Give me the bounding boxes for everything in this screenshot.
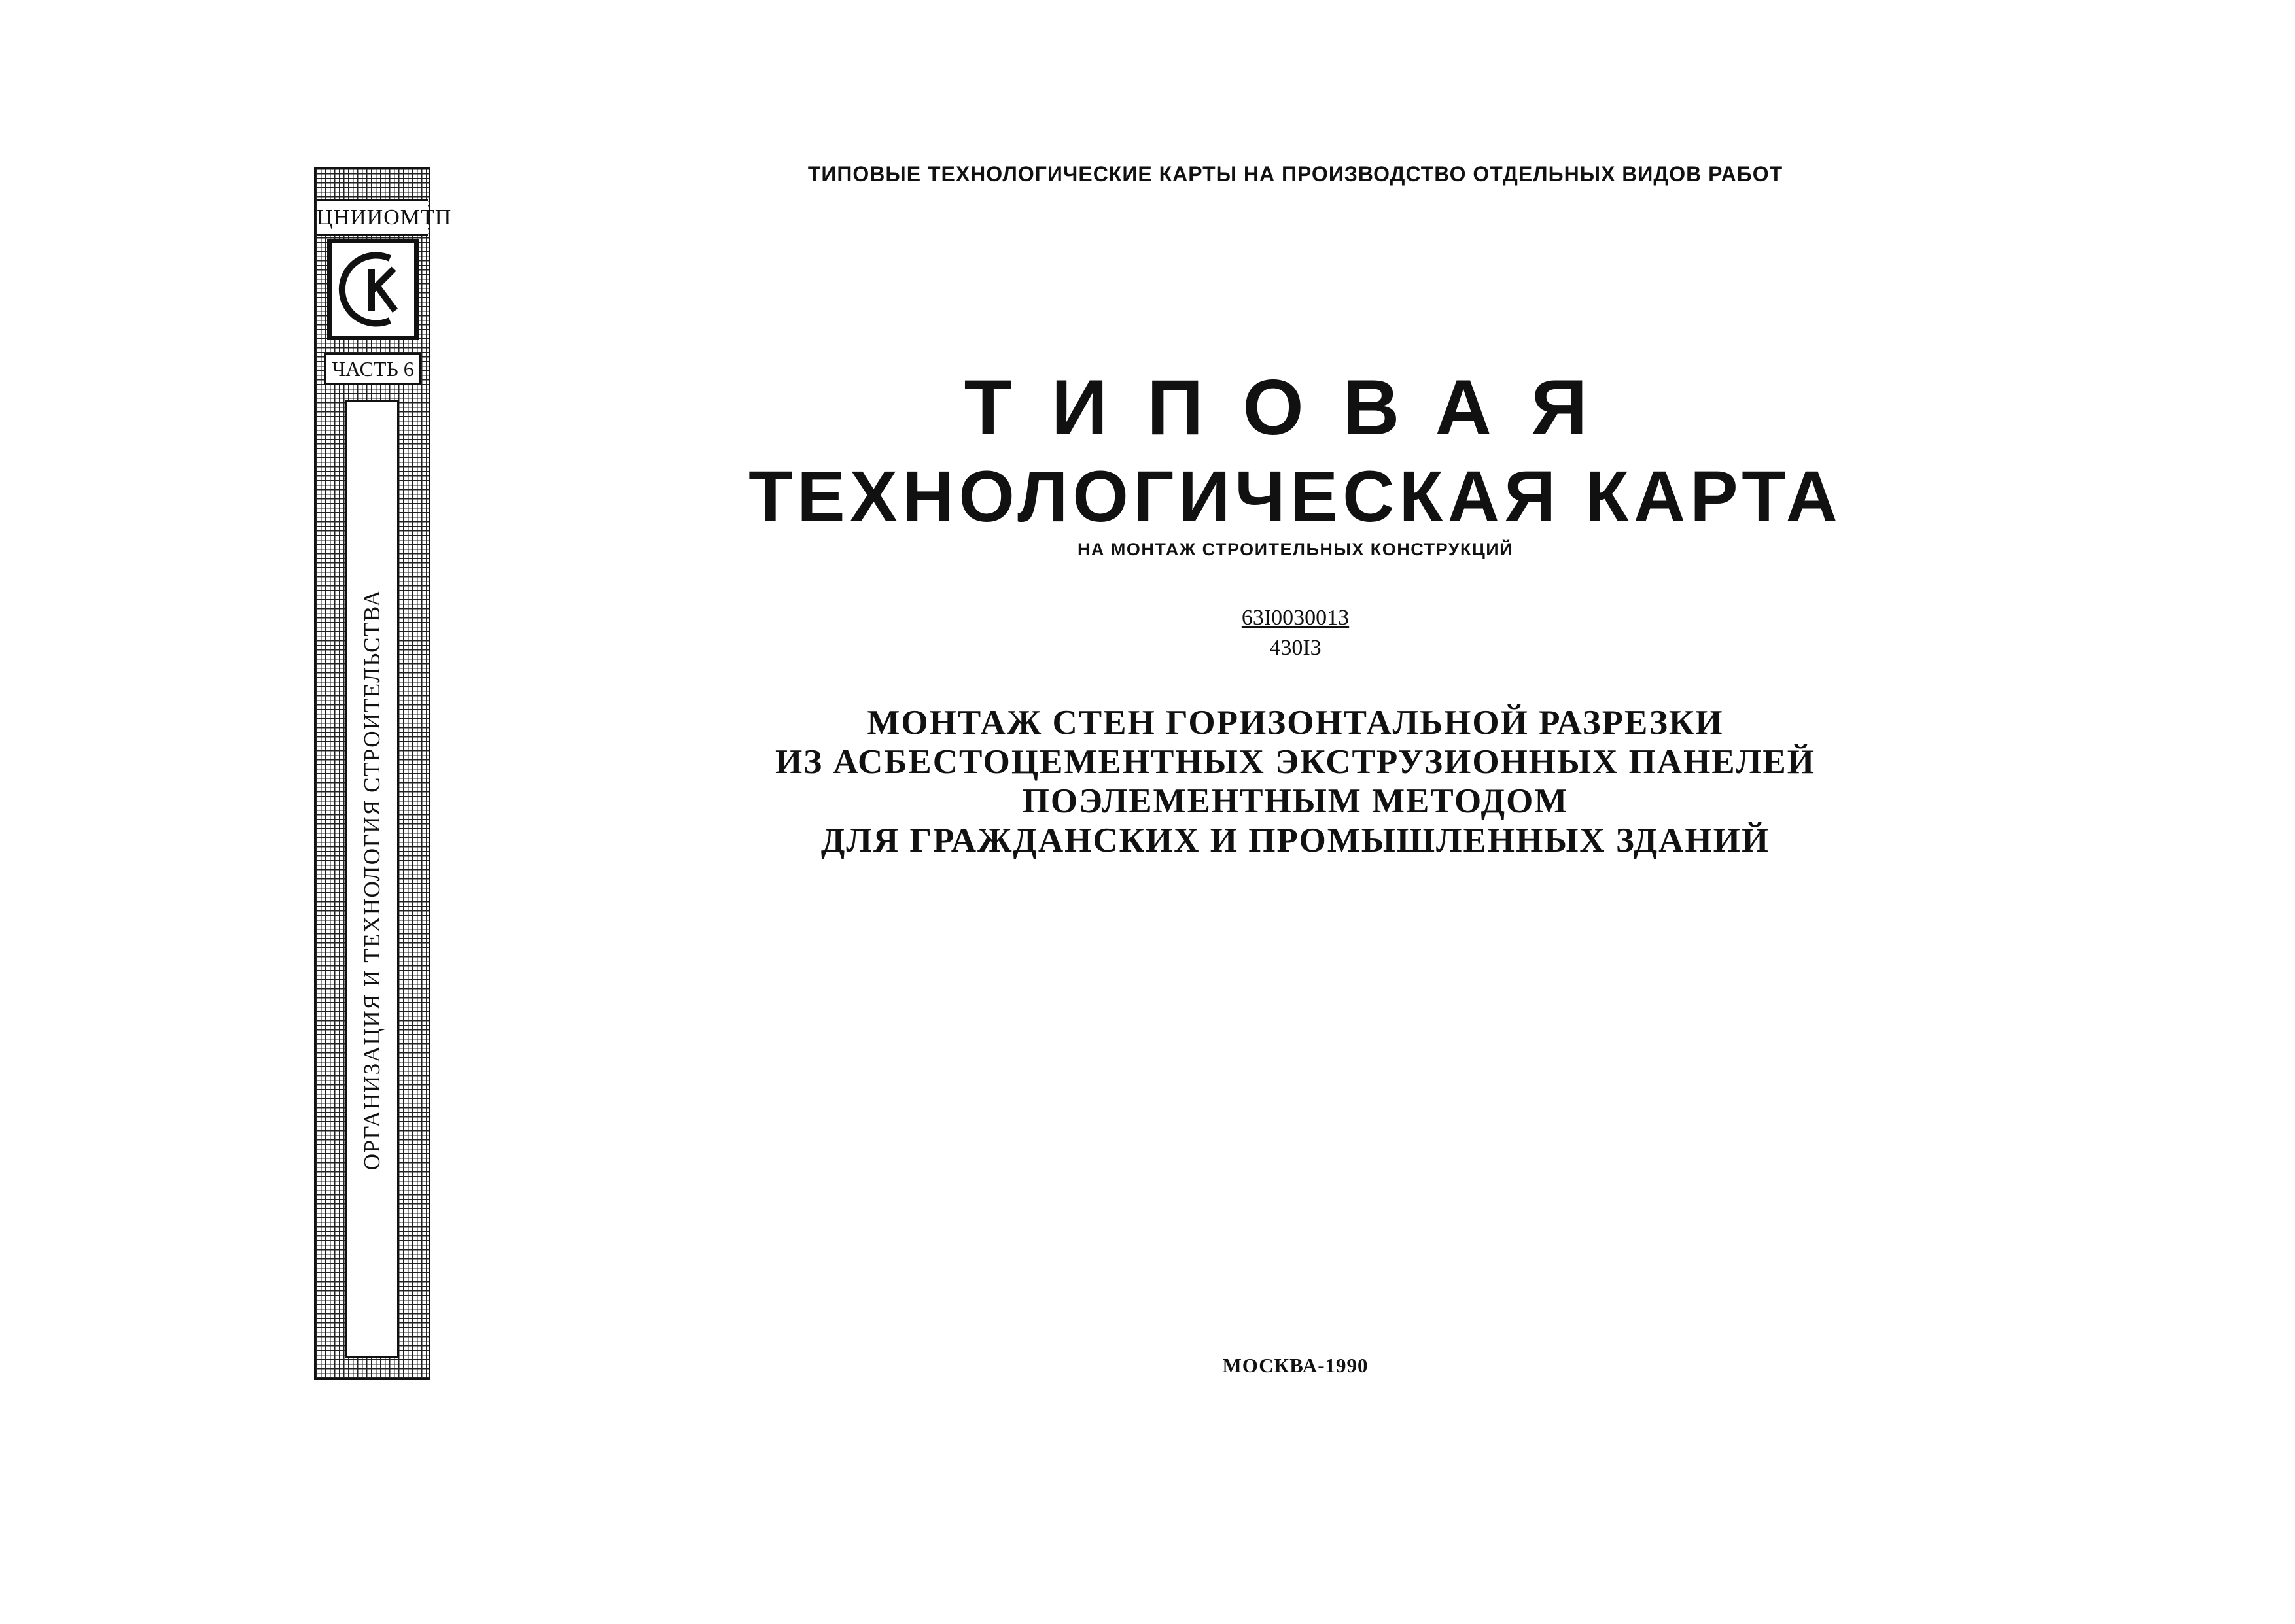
spine-vertical-text: ОРГАНИЗАЦИЯ И ТЕХНОЛОГИЯ СТРОИТЕЛЬСТВА bbox=[359, 589, 385, 1171]
title-line-2: ТЕХНОЛОГИЧЕСКАЯ КАРТА bbox=[748, 457, 1842, 537]
series-title: ТИПОВЫЕ ТЕХНОЛОГИЧЕСКИЕ КАРТЫ НА ПРОИЗВОДСТВО ОТДЕЛЬНЫХ ВИДОВ РАБОТ bbox=[807, 162, 1783, 186]
heading-line: ДЛЯ ГРАЖДАНСКИХ И ПРОМЫШЛЕННЫХ ЗДАНИЙ bbox=[820, 821, 1770, 859]
city-year: МОСКВА-1990 bbox=[1222, 1354, 1369, 1377]
heading-line: МОНТАЖ СТЕН ГОРИЗОНТАЛЬНОЙ РАЗРЕЗКИ bbox=[867, 704, 1724, 742]
heading-line: ПОЭЛЕМЕНТНЫМ МЕТОДОМ bbox=[1022, 782, 1569, 820]
document-code-primary: 63I003001З bbox=[1241, 606, 1350, 630]
spine-organization: ЦНИИОМТП bbox=[317, 199, 428, 236]
heading-line: ИЗ АСБЕСТОЦЕМЕНТНЫХ ЭКСТРУЗИОННЫХ ПАНЕЛЕЙ bbox=[775, 743, 1816, 781]
spine-part-label: ЧАСТЬ 6 bbox=[324, 353, 421, 385]
title-line-1: ТИПОВАЯ bbox=[964, 364, 1627, 451]
document-code-secondary: 430I3 bbox=[1269, 636, 1322, 660]
document-heading bbox=[654, 703, 1936, 860]
title-subtitle: НА МОНТАЖ СТРОИТЕЛЬНЫХ КОНСТРУКЦИЙ bbox=[1077, 540, 1514, 559]
sk-monogram-icon bbox=[327, 239, 419, 340]
